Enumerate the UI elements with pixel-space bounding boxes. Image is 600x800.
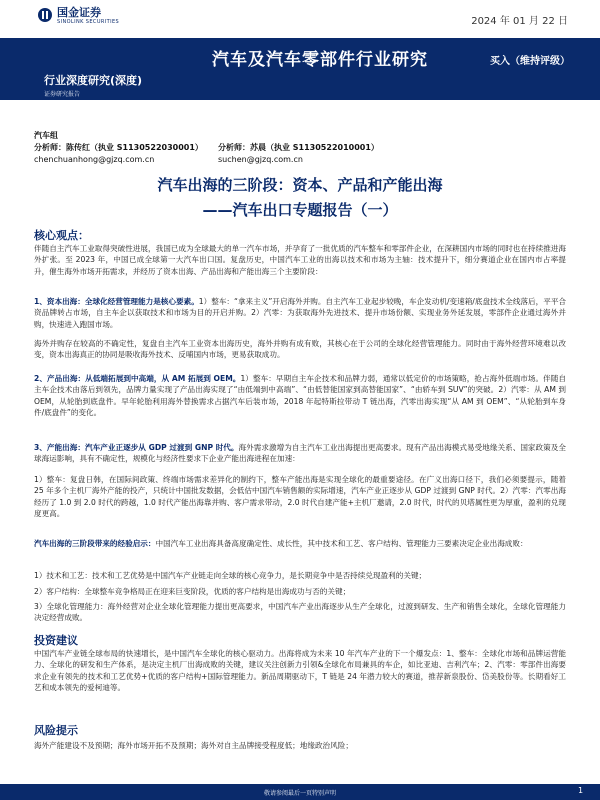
stage1-text: 1）整车：“拿来主义”开启海外并购。自主汽车工业起步较晚，车企发动机/变速箱/底盘技术全线落后，平平合资品牌转占市场，自主车企以获取技术和市场为目的开启并购。2）汽零：为获取海外先进技术、提升市场份额、实现业务外延发展，零部件企业通过海外并购，快速进入跑国市场。 [34, 297, 567, 329]
stage3-text: 海外需求激增为自主汽车工业出海提出更高要求。现有产品出海模式易受地缘关系、国家政策及全球海运影响，具有不确定性，规模化与经济性要求下企业产能出海进程在加速： [34, 443, 566, 464]
core-heading: 核心观点： [34, 229, 89, 242]
analyst-1-name: 分析师：陈传红（执业 S1130522030001） [34, 143, 203, 152]
report-subtitle: ——汽车出口专题报告（一） [202, 201, 398, 219]
stage3-extra-paragraph: 1）整车：复盘日韩，在国际间政策、终端市场需求差异化的制约下，整车产能出海是实现全球化的最重要途径。在广义出海口径下，我们必须要提示，随着 25 年多个主机厂海外产能的投产，只统计中国批发数据，会低估中国汽车销售额的实际增速，汽车产业正逐步从 GDP 过渡到 GNP 时代。2）汽零：汽零出海经历了 1.0 到 2.0 时代的跨越，1.0 时代产能出海靠并购、客户需求带动，2.0 时代自建产能+主机厂邀请，2.0 时代，时代的贝塔属性更为厚重，盈利的兑现度更高。 [34, 475, 566, 519]
stage3-paragraph [34, 442, 566, 465]
invest-heading: 投资建议 [34, 634, 78, 647]
stage3-heading: 3、产能出海：汽车产业正逐步从 GDP 过渡到 GNP 时代。 [34, 443, 239, 452]
footer-disclaimer[interactable]: 敬请参阅最后一页特别声明 [263, 790, 336, 797]
lesson-1: 1）技术和工艺：技术和工艺优势是中国汽车产业链走向全球的核心竞争力，是长期竞争中是否持续兑现盈利的关键； [34, 571, 427, 580]
logo-cn-text: 国金证券 [57, 6, 101, 19]
report-date: 2024 年 01 月 22 日 [471, 16, 568, 27]
sinolink-logo [38, 7, 119, 25]
analyst-1-email[interactable]: chenchuanhong@gjzq.com.cn [34, 155, 155, 164]
risk-heading: 风险提示 [34, 724, 78, 737]
analyst-group: 汽车组 [34, 131, 58, 140]
footer-bar [0, 784, 600, 800]
lessons-heading: 汽车出海的三阶段带来的经验启示： [34, 539, 156, 548]
stage1-paragraph [34, 296, 566, 330]
stage2-paragraph [34, 373, 566, 419]
lessons-paragraph [34, 538, 566, 549]
lesson-2: 2）客户结构：全球整车竞争格局正在迎来巨变阶段，优质的客户结构是出海成功与否的关键； [34, 587, 351, 596]
stage2-text: 1）整车：早期自主车企技术和品牌力弱，通常以低定价的市场策略，抢占海外低端市场。伴随自主车企技术由落后到领先，品牌力量实现了产品出海实现了“由低端到中高端”、“由低替能国家到高替能国家”、“由轿车到 SUV”的突破。2）汽零：从 AM 到 OEM，从轮胎到底盘件。早年轮胎利用海外替换需求占据汽车后装市场，2018 年起特斯拉带动 T 链出海，汽零出海实现“从 AM 到 OEM”、“从轮胎到车身件/底盘件”的变化。 [34, 374, 566, 418]
page-number: 1 [578, 786, 584, 795]
sinolink-logo-icon [38, 8, 52, 22]
report-subtype: 证券研究报告 [44, 91, 81, 98]
core-intro-paragraph: 伴随自主汽车工业取得突破性进展，我国已成为全球最大的单一汽车市场，并孕育了一批优质的汽车整车和零部件企业，在深耕国内市场的同时也在持续推进海外扩张。至 2023 年，中国已成全球第一大汽车出口国。复盘历史，中国汽车工业的出海以技术和市场为主轴：技术提升下，细分赛道企业在国内市占率提升，催生海外市场开拓需求，并经历了资本出海、产品出海和产能出海三个主要阶段： [34, 244, 566, 276]
analyst-2-name: 分析师：苏晨（执业 S1130522010001） [218, 143, 379, 152]
title-band [0, 38, 600, 100]
report-type: 行业深度研究(深度) [44, 74, 143, 87]
report-title: 汽车出海的三阶段：资本、产品和产能出海 [157, 176, 443, 194]
analyst-2-email[interactable]: suchen@gjzq.com.cn [218, 155, 303, 164]
risk-paragraph: 海外产能建设不及预期；海外市场开拓不及预期；海外对自主品牌接受程度低；地缘政治风险； [34, 741, 353, 750]
rating-badge: 买入（维持评级） [490, 56, 570, 67]
invest-paragraph: 中国汽车产业链全球布局的快速增长，是中国汽车全球化的核心驱动力。出海将成为未来 10 年汽车产业的下一个爆发点：1、整车：全球化市场和品牌运营能力、全球化的研发和生产体系，是决定主机厂出海成败的关键，建议关注创新力引领&全球化布局兼具的车企，如比亚迪、吉利汽车；2、汽零：零部件出海要求企业有领先的技术和工艺优势+优质的客户结构+国际管理能力。新品周期驱动下，T 链是 24 年潜力较大的赛道，推荐新泉股份、岱美股份等。长期看好工艺和成本领先的爱柯迪等。 [34, 649, 566, 693]
logo-en-text: SINOLINK SECURITIES [57, 19, 120, 25]
industry-title: 汽车及汽车零部件行业研究 [212, 50, 428, 70]
lessons-text: 中国汽车工业出海具备高度确定性、成长性，其中技术和工艺、客户结构、管理能力三要素决定企业出海成败： [155, 539, 528, 548]
stage2-heading: 2、产品出海：从低端拓展到中高端，从 AM 拓展到 OEM。 [34, 374, 241, 383]
stage1-heading: 1、资本出海：全球化经营管理能力是核心要素。 [34, 297, 199, 306]
stage1-extra-paragraph: 海外并购存在较高的不确定性，复盘自主汽车工业资本出海历史，海外并购有成有败，其核心在于公司的全球化经营管理能力。同时由于海外经营环境难以改变，资本出海真正的协同是吸收海外技术、反哺国内市场，更易获取成功。 [34, 339, 566, 360]
lesson-3: 3）全球化管理能力：海外经营对企业全球化管理能力提出更高要求，中国汽车产业出海逐步从生产全球化，过渡到研发、生产和销售全球化，全球化管理能力决定经营成败。 [34, 602, 566, 623]
